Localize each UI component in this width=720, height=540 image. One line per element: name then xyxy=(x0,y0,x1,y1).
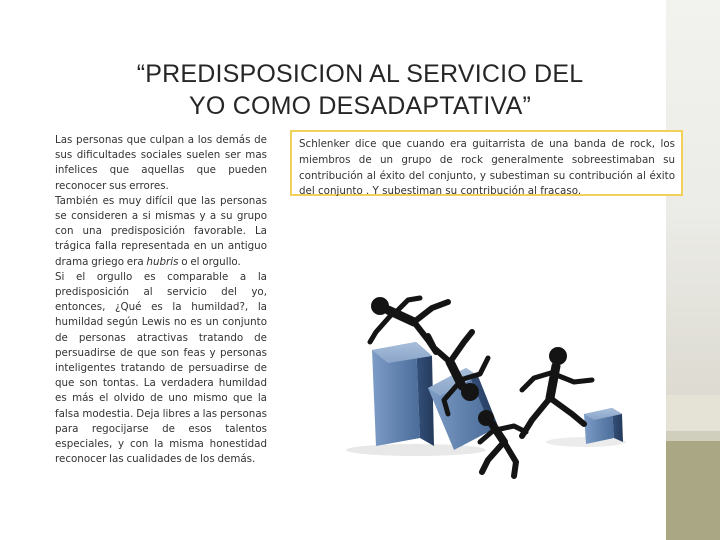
stick-figure xyxy=(522,347,592,436)
blue-block xyxy=(584,408,623,444)
body-text xyxy=(55,133,267,467)
title-line-1: “PREDISPOSICION AL SERVICIO DEL xyxy=(136,60,584,88)
paragraph xyxy=(55,194,267,270)
paragraph-text: También es muy difícil que las personas se consideren a si mismas y a su grupo con una predisposición favorable. La trágica falla representada en un antiguo drama griego era xyxy=(55,194,267,268)
paragraph: Las personas que culpan a los demás de sus dificultades sociales suelen ser mas infelices que aquellas que pueden reconocer sus errores. xyxy=(55,134,267,192)
title-line-2: YO COMO DESADAPTATIVA” xyxy=(189,92,531,120)
slide-title xyxy=(90,58,630,122)
side-band-stripe xyxy=(666,395,720,431)
callout-text: Schlenker dice que cuando era guitarrista de una banda de rock, los miembros de un grupo de rock generalmente sobreestimaban su contribución al éxito del conjunto, y subestiman su contribución al éxito del conjunto . Y subestiman su contribución al fracaso. xyxy=(299,138,675,198)
ground-shadow xyxy=(346,444,486,456)
side-band-stripe xyxy=(666,431,720,441)
italic-term: hubris xyxy=(146,255,179,268)
blue-block xyxy=(372,342,434,446)
callout-box xyxy=(290,130,683,196)
stick-figures-illustration xyxy=(336,210,643,482)
stick-figure xyxy=(478,410,526,476)
paragraph-text: o el orgullo. xyxy=(178,255,241,268)
side-band-stripe xyxy=(666,441,720,540)
paragraph: Si el orgullo es comparable a la predisposición al servicio del yo, entonces, ¿Qué es la humildad?, la humildad según Lewis no es un conjunto de personas atractivas tratando de persuadirse de que son feas y personas inteligentes tratando de persuadirse de que son tontas. La verdadera humildad es más el olvido de uno mismo que la falsa modestia. Deja libres a las personas para regocijarse de esos talentos especiales, y con la misma honestidad reconocer las cualidades de los demás. xyxy=(55,270,267,466)
